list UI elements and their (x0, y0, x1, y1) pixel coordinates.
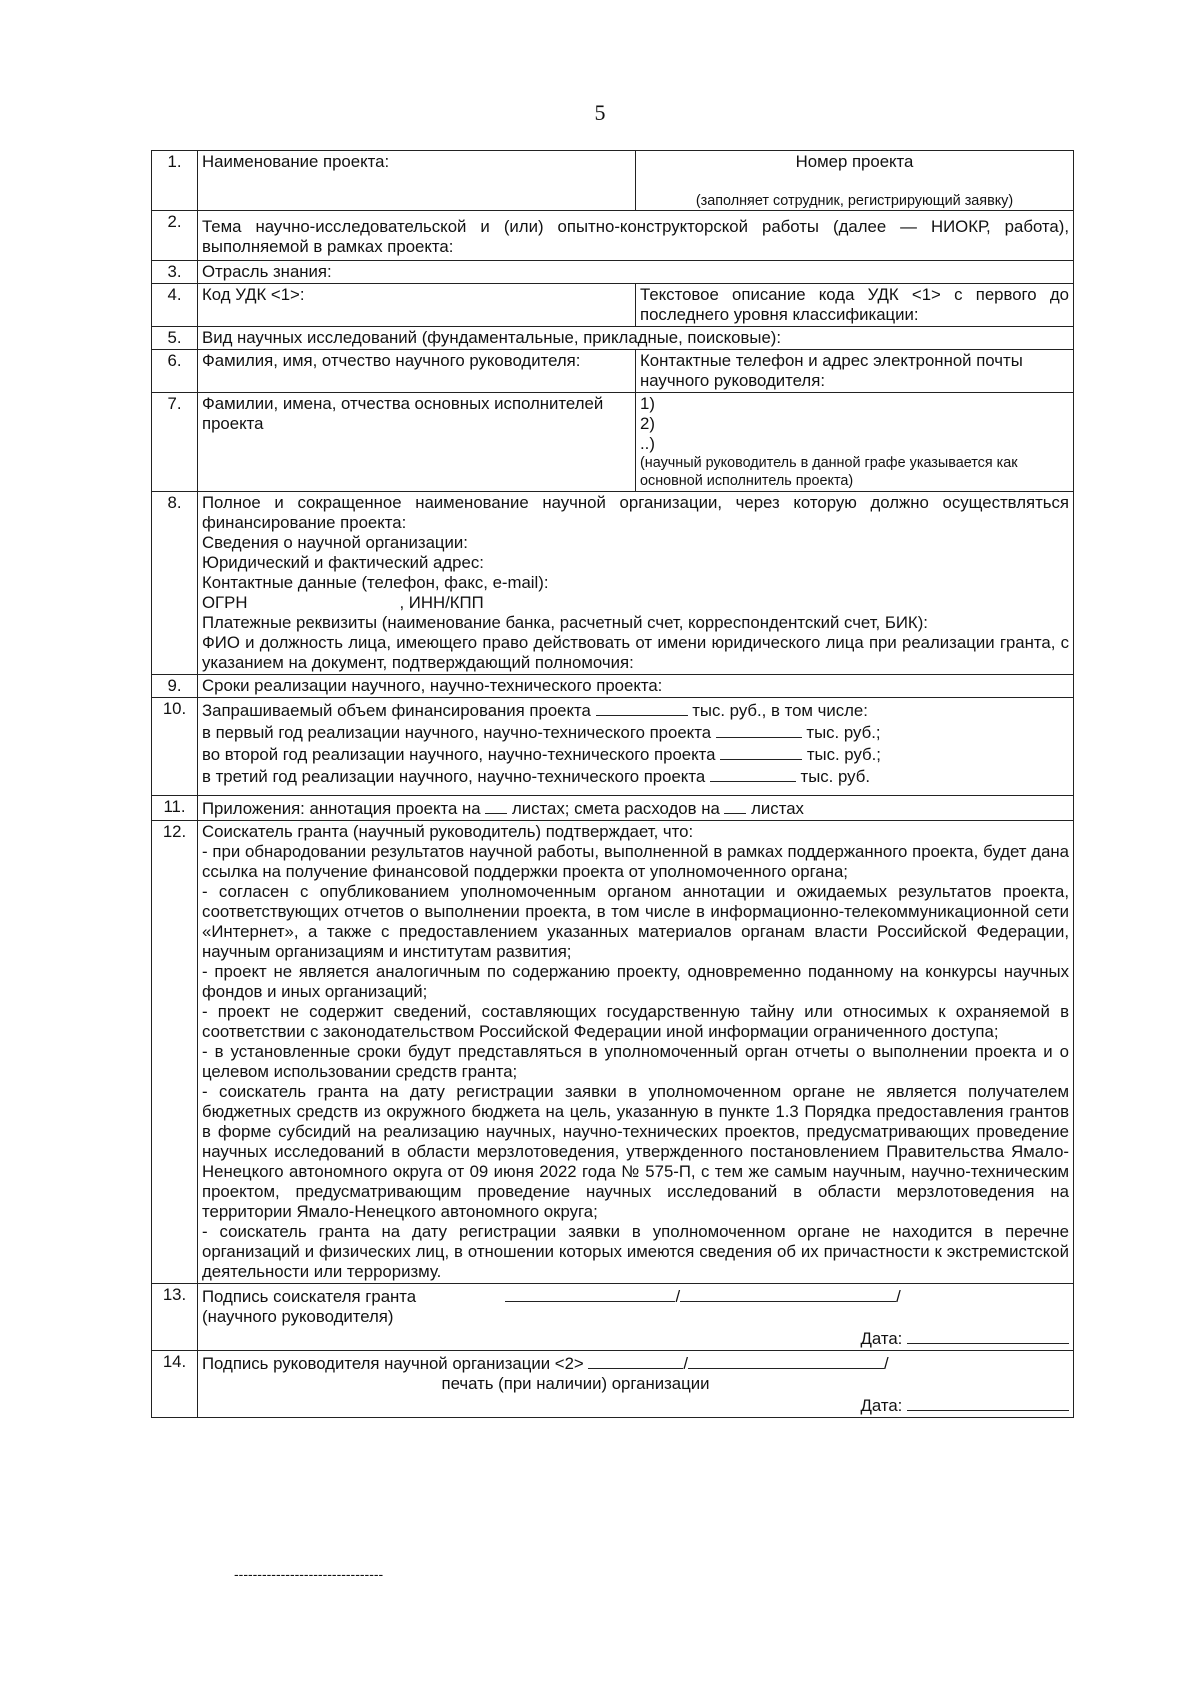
executors-note: (научный руководитель в данной графе указывается как основной исполнитель проекта) (640, 455, 1018, 489)
executors-label: Фамилии, имена, отчества основных исполнителей проекта (198, 393, 636, 492)
separator: / (884, 1354, 889, 1373)
research-topic-label: Тема научно-исследовательской и (или) опытно-конструкторской работы (далее — НИОКР, работа), выполняемой в рамках проекта: (198, 211, 1074, 261)
row-13 (152, 1284, 1074, 1351)
list-item: 1) (640, 394, 655, 413)
row-number: 5. (152, 327, 198, 350)
row-6 (152, 350, 1074, 393)
project-number-cell (636, 151, 1074, 211)
list-item: ..) (640, 434, 655, 453)
attachments-pages-label: листах (751, 799, 804, 818)
applicant-role-label: (научного руководителя) (202, 1307, 394, 1326)
name-blank (680, 1285, 896, 1302)
application-form-table (151, 150, 1074, 1418)
authorized-person-label: ФИО и должность лица, имеющего право действовать от имени юридического лица при реализации гранта, с указанием на документ, подтверждающий полномочия: (202, 633, 1070, 672)
date-blank (907, 1327, 1069, 1344)
funding-unit: тыс. руб., в том числе: (692, 701, 868, 720)
funding-label: в третий год реализации научного, научно-технического проекта (202, 767, 706, 786)
organization-signature-line (202, 1352, 1069, 1374)
research-type-label: Вид научных исследований (фундаментальные, прикладные, поисковые): (198, 327, 1074, 350)
organization-signature-cell (198, 1351, 1074, 1418)
funding-unit: тыс. руб.; (806, 723, 881, 742)
applicant-signature-cell (198, 1284, 1074, 1351)
page-number: 5 (594, 100, 606, 125)
funding-total-blank (596, 699, 688, 716)
attachments-label: Приложения: аннотация проекта на (202, 799, 481, 818)
separator: / (896, 1287, 901, 1306)
organization-cell (198, 492, 1074, 675)
row-3 (152, 261, 1074, 284)
confirmations-cell (198, 821, 1074, 1284)
confirmation-item: - при обнародовании результатов научной работы, выполненной в рамках поддержанного проекта, будет дана ссылка на получение финансовой поддержки проекта от уполномоченного органа; (202, 842, 1070, 881)
row-9 (152, 675, 1074, 698)
applicant-date-line (202, 1327, 1069, 1349)
funding-year2-blank (720, 743, 802, 760)
seal-label: печать (при наличии) организации (441, 1374, 710, 1393)
footnote-separator: -------------------------------- (234, 1566, 384, 1582)
row-14 (152, 1351, 1074, 1418)
attachments-estimate-label: листах; смета расходов на (511, 799, 720, 818)
ogrn-inn-line (202, 593, 1069, 613)
row-number: 7. (152, 393, 198, 492)
organization-info-label: Сведения о научной организации: (202, 533, 468, 552)
row-number: 6. (152, 350, 198, 393)
name-blank (688, 1352, 884, 1369)
applicant-signature-line (202, 1285, 1069, 1307)
row-12 (152, 821, 1074, 1284)
organization-address-label: Юридический и фактический адрес: (202, 553, 484, 572)
udc-code-label: Код УДК <1>: (198, 284, 636, 327)
applicant-signature-label: Подпись соискателя гранта (202, 1287, 417, 1306)
row-number: 2. (152, 211, 198, 261)
organization-signature-label: Подпись руководителя научной организации <2> (202, 1354, 584, 1373)
confirmation-item: - в установленные сроки будут представляться в уполномоченный орган отчеты о выполнении проекта и о целевом использовании средств гранта; (202, 1042, 1070, 1081)
funding-label: в первый год реализации научного, научно-технического проекта (202, 723, 712, 742)
funding-unit: тыс. руб.; (806, 745, 881, 764)
separator: / (683, 1354, 689, 1373)
estimate-pages-blank (724, 797, 746, 814)
row-5 (152, 327, 1074, 350)
row-8 (152, 492, 1074, 675)
attachments-cell (198, 796, 1074, 821)
annotation-pages-blank (485, 797, 507, 814)
organization-name-label: Полное и сокращенное наименование научной организации, через которую должно осуществляться финансирование проекта: (202, 493, 1070, 532)
row-number: 9. (152, 675, 198, 698)
funding-cell (198, 698, 1074, 796)
list-item: 2) (640, 414, 655, 433)
row-11 (152, 796, 1074, 821)
row-7 (152, 393, 1074, 492)
row-4 (152, 284, 1074, 327)
confirmation-item: - соискатель гранта на дату регистрации заявки в уполномоченном органе не находится в перечне организаций и физических лиц, в отношении которых имеются сведения об их причастности к экстремистской деятельности или терроризму. (202, 1222, 1070, 1281)
payment-details-label: Платежные реквизиты (наименование банка, расчетный счет, корреспондентский счет, БИК): (202, 613, 928, 632)
project-number-note: (заполняет сотрудник, регистрирующий заявку) (695, 193, 1014, 209)
project-terms-label: Сроки реализации научного, научно-технического проекта: (198, 675, 1074, 698)
row-number: 4. (152, 284, 198, 327)
row-number: 10. (152, 698, 198, 796)
row-number: 11. (152, 796, 198, 821)
project-number-label: Номер проекта (795, 152, 914, 171)
organization-contacts-label: Контактные данные (телефон, факс, e-mail): (202, 573, 549, 592)
udc-description-label: Текстовое описание кода УДК <1> с первого до последнего уровня классификации: (636, 284, 1074, 327)
signature-blank (505, 1285, 675, 1302)
date-label: Дата: (860, 1329, 903, 1348)
row-number: 14. (152, 1351, 198, 1418)
row-number: 3. (152, 261, 198, 284)
row-1 (152, 151, 1074, 211)
signature-blank (588, 1352, 683, 1369)
funding-unit: тыс. руб. (800, 767, 870, 786)
funding-label: во второй год реализации научного, научно-технического проекта (202, 745, 716, 764)
executors-list-cell (636, 393, 1074, 492)
separator: / (675, 1287, 681, 1306)
supervisor-contacts-label: Контактные телефон и адрес электронной почты научного руководителя: (636, 350, 1074, 393)
funding-label: Запрашиваемый объем финансирования проекта (202, 701, 591, 720)
project-name-label: Наименование проекта: (198, 151, 636, 211)
funding-year1-blank (716, 721, 802, 738)
funding-year1-line (202, 721, 1069, 743)
confirmation-item: - проект не содержит сведений, составляющих государственную тайну или относимых к охраняемой в соответствии с законодательством Российской Федерации иной информации ограниченного доступа; (202, 1002, 1070, 1041)
organization-date-line (202, 1394, 1069, 1416)
row-number: 8. (152, 492, 198, 675)
funding-year2-line (202, 743, 1069, 765)
date-blank (907, 1394, 1069, 1411)
funding-year3-line (202, 765, 1069, 787)
knowledge-field-label: Отрасль знания: (198, 261, 1074, 284)
date-label: Дата: (860, 1396, 903, 1415)
funding-year3-blank (710, 765, 796, 782)
row-number: 1. (152, 151, 198, 211)
confirmation-item: - соискатель гранта на дату регистрации заявки в уполномоченном органе не является получателем бюджетных средств из окружного бюджета на цель, указанную в пункте 1.3 Порядка предоставления грантов в форме субсидий на реализацию научных, научно-технических проектов, предусматривающих проведение научных исследований в области мерзлотоведения, утвержденного постановлением Правительства Ямало-Ненецкого автономного округа от 09 июня 2022 года № 575-П, с тем же самым научным, научно-техническим проектом, предусматривающим проведение научных исследований в области мерзлотоведения на территории Ямало-Ненецкого автономного округа; (202, 1082, 1070, 1221)
row-number: 12. (152, 821, 198, 1284)
row-2 (152, 211, 1074, 261)
supervisor-name-label: Фамилия, имя, отчество научного руководителя: (198, 350, 636, 393)
confirmation-item: - проект не является аналогичным по содержанию проекту, одновременно поданному на конкурсы научных фондов и иных организаций; (202, 962, 1070, 1001)
confirmation-item: - согласен с опубликованием уполномоченным органом аннотации и ожидаемых результатов проекта, соответствующих отчетов о выполнении проекта, в том числе в информационно-телекоммуникационной сети «Интернет», а также с предоставлением указанных материалов органам власти Российской Федерации, научным организациям и институтам развития; (202, 882, 1070, 961)
inn-kpp-label: , ИНН/КПП (399, 593, 484, 612)
row-10 (152, 698, 1074, 796)
confirmations-intro: Соискатель гранта (научный руководитель) подтверждает, что: (202, 822, 694, 841)
ogrn-label: ОГРН (202, 593, 248, 612)
funding-total-line (202, 699, 1069, 721)
row-number: 13. (152, 1284, 198, 1351)
